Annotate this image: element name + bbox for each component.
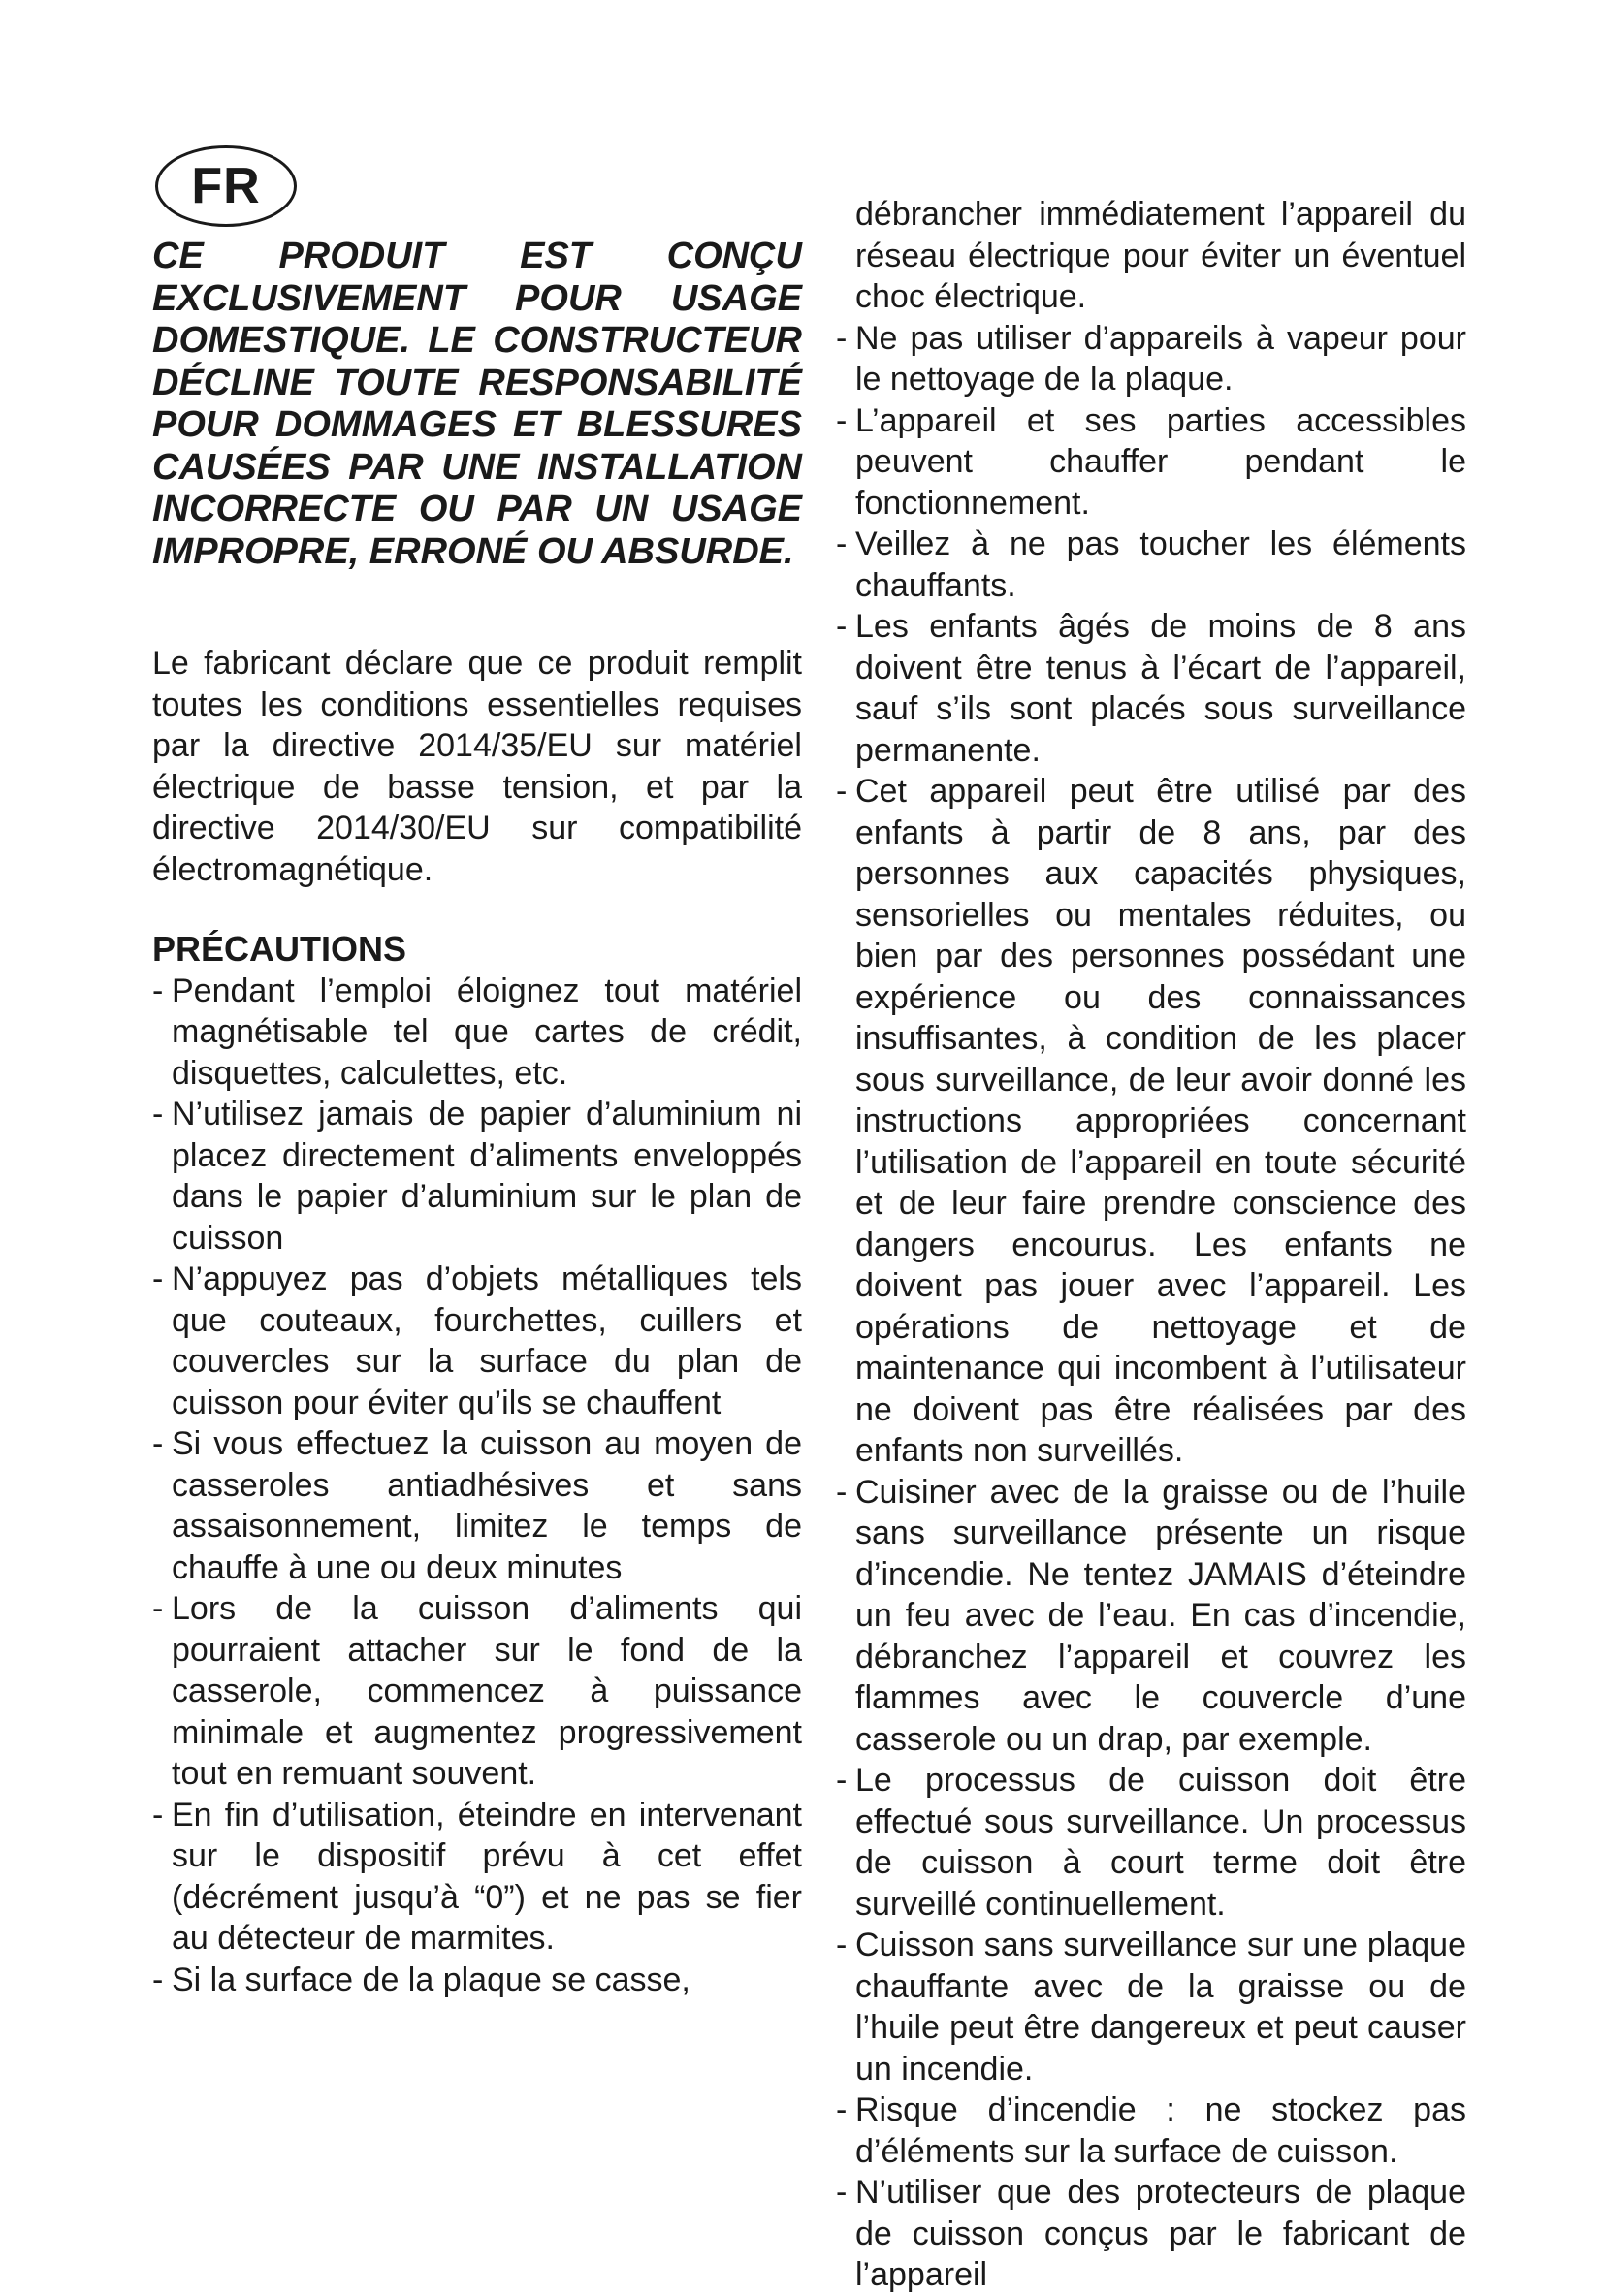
precaution-item: - L’appareil et ses parties accessibles peuvent chauffer pendant le fonctionnement. (836, 400, 1466, 525)
precaution-item: - Le processus de cuisson doit être effectué sous surveillance. Un processus de cuisson à court terme doit être surveillé continuellement. (836, 1760, 1466, 1925)
left-column (152, 236, 802, 2000)
precaution-item: - Cuisson sans surveillance sur une plaque chauffante avec de la graisse ou de l’huile peut être dangereux et peut causer un incendie. (836, 1925, 1466, 2089)
right-column (836, 194, 1466, 2296)
precaution-item: - Lors de la cuisson d’aliments qui pourraient attacher sur le fond de la casserole, commencez à puissance minimale et augmentez progressivement tout en remuant souvent. (152, 1588, 802, 1795)
precaution-item: - N’utiliser que des protecteurs de plaque de cuisson conçus par le fabricant de l’appareil (836, 2172, 1466, 2296)
precautions-list-right (836, 318, 1466, 2296)
precaution-item: - N’appuyez pas d’objets métalliques tels que couteaux, fourchettes, cuillers et couvercles sur la surface du plan de cuisson pour éviter qu’ils se chauffent (152, 1259, 802, 1423)
precaution-item: - Si la surface de la plaque se casse, (152, 1960, 802, 2001)
precautions-list-left (152, 971, 802, 2001)
conformity-declaration: Le fabricant déclare que ce produit remplit toutes les conditions essentielles requises par la directive 2014/35/EU sur matériel électrique de basse tension, et par la directive 2014/30/EU sur compatibilité électromagnétique. (152, 645, 802, 888)
precaution-continuation: débrancher immédiatement l’appareil du réseau électrique pour éviter un éventuel choc électrique. (855, 196, 1466, 315)
precaution-item: - Les enfants âgés de moins de 8 ans doivent être tenus à l’écart de l’appareil, sauf s’ils sont placés sous surveillance permanente. (836, 606, 1466, 771)
precaution-item: - Veillez à ne pas toucher les éléments chauffants. (836, 524, 1466, 606)
precautions-title: PRÉCAUTIONS (152, 929, 407, 969)
precaution-item: - Pendant l’emploi éloignez tout matériel magnétisable tel que cartes de crédit, disquettes, calculettes, etc. (152, 971, 802, 1095)
domestic-use-warning: CE PRODUIT EST CONÇU EXCLUSIVEMENT POUR USAGE DOMESTIQUE. LE CONSTRUCTEUR DÉCLINE TOUTE RESPONSABILITÉ POUR DOMMAGES ET BLESSURES CAUSÉES PAR UNE INSTALLATION INCORRECTE OU PAR UN USAGE IMPROPRE, ERRONÉ OU ABSURDE. (152, 236, 802, 572)
precaution-item: - Cet appareil peut être utilisé par des enfants à partir de 8 ans, par des personnes aux capacités physiques, sensorielles ou mentales réduites, ou bien par des personnes possédant une expérience ou des connaissances insuffisantes, à condition de les placer sous surveillance, de leur avoir donné les instructions appropriées concernant l’utilisation de l’appareil en toute sécurité et de leur faire prendre conscience des dangers encourus. Les enfants ne doivent pas jouer avec l’appareil. Les opérations de nettoyage et de maintenance qui incombent à l’utilisateur ne doivent pas être réalisées par des enfants non surveillés. (836, 771, 1466, 1472)
precaution-item: - Risque d’incendie : ne stockez pas d’éléments sur la surface de cuisson. (836, 2089, 1466, 2172)
precaution-item: - N’utilisez jamais de papier d’aluminium ni placez directement d’aliments enveloppés dans le papier d’aluminium sur le plan de cuisson (152, 1094, 802, 1259)
precaution-item: - Ne pas utiliser d’appareils à vapeur pour le nettoyage de la plaque. (836, 318, 1466, 400)
precaution-item: - Si vous effectuez la cuisson au moyen de casseroles antiadhésives et sans assaisonnement, limitez le temps de chauffe à une ou deux minutes (152, 1423, 802, 1588)
precaution-item: - En fin d’utilisation, éteindre en intervenant sur le dispositif prévu à cet effet (décrément jusqu’à “0”) et ne pas se fier au détecteur de marmites. (152, 1795, 802, 1960)
language-badge: FR (155, 145, 297, 227)
precaution-item: - Cuisiner avec de la graisse ou de l’huile sans surveillance présente un risque d’incendie. Ne tentez JAMAIS d’éteindre un feu avec de l’eau. En cas d’incendie, débranchez l’appareil et couvrez les flammes avec le couvercle d’une casserole ou un drap, par exemple. (836, 1472, 1466, 1761)
